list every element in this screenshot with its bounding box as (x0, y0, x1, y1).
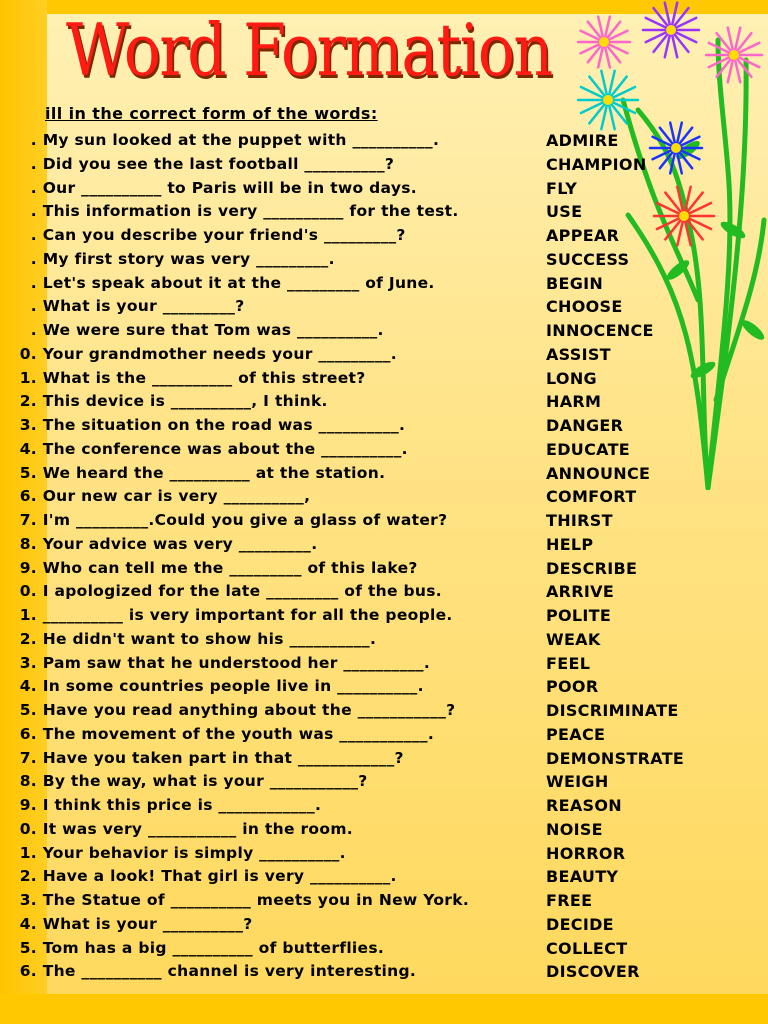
exercise-sentence (0, 675, 540, 699)
sentence-text: Did you see the last football __________? (42, 154, 395, 173)
base-word: THIRST (546, 511, 613, 530)
item-number: . (30, 297, 37, 316)
exercise-sentence (0, 723, 540, 747)
item-number: 7. (19, 511, 37, 529)
exercise-item (0, 818, 768, 842)
item-number: 4. (19, 439, 37, 458)
base-word: DISCRIMINATE (546, 701, 679, 720)
base-word: DESCRIBE (546, 558, 638, 578)
sentence-text: My sun looked at the puppet with __________. (42, 131, 440, 149)
exercise-item (0, 129, 768, 153)
exercise-item (0, 343, 768, 367)
sentence-text: I think this price is ____________. (42, 796, 322, 814)
sentence-text: He didn't want to show his __________. (42, 629, 377, 648)
sentence-text: I apologized for the late _________ of the bus. (42, 582, 442, 601)
base-word: USE (546, 202, 583, 222)
exercise-sentence (0, 865, 540, 889)
base-word: HARM (546, 392, 602, 412)
exercise-item (0, 177, 768, 201)
exercise-item (0, 960, 768, 984)
base-word: HORROR (546, 843, 626, 863)
sentence-text: It was very ___________ in the room. (42, 819, 353, 838)
base-word: ADMIRE (546, 131, 619, 150)
exercise-sentence (0, 177, 540, 201)
base-word: DANGER (546, 416, 624, 435)
sentence-text: Our new car is very __________, (42, 487, 311, 506)
sentence-text: Your grandmother needs your _________. (42, 344, 397, 363)
sentence-text: In some countries people live in __________. (42, 677, 424, 696)
exercise-item (0, 889, 768, 913)
item-number: 5. (19, 701, 37, 719)
sentence-text: The conference was about the __________. (42, 439, 408, 458)
exercise-item (0, 557, 768, 581)
item-number: . (30, 154, 37, 173)
base-word: BEGIN (546, 273, 604, 293)
exercise-item (0, 319, 768, 343)
base-word: WEIGH (546, 772, 609, 792)
exercise-item (0, 533, 768, 557)
exercise-item (0, 747, 768, 771)
item-number: 2. (19, 867, 37, 886)
exercise-sentence (0, 414, 540, 438)
item-number: 9. (19, 558, 37, 577)
instruction (45, 104, 425, 123)
exercise-sentence (0, 248, 540, 272)
item-number: 3. (19, 891, 37, 909)
flower-icon (578, 17, 630, 68)
base-word: DECIDE (546, 914, 614, 934)
base-word: COMFORT (546, 487, 637, 507)
exercise-sentence (0, 153, 540, 177)
item-number: 6. (19, 724, 37, 743)
sentence-text: Can you describe your friend's _________? (42, 226, 406, 244)
exercise-sentence (0, 343, 540, 367)
item-number: 8. (19, 534, 37, 553)
sentence-text: I'm _________.Could you give a glass of water? (42, 511, 448, 529)
base-word: FREE (546, 891, 593, 910)
base-word: FEEL (546, 653, 591, 673)
base-word: APPEAR (546, 226, 620, 245)
item-number: . (30, 273, 37, 292)
item-number: 5. (19, 938, 37, 957)
item-number: . (30, 202, 37, 221)
sentence-text: Have you read anything about the ___________? (42, 701, 456, 719)
sentence-text: The situation on the road was __________. (42, 416, 406, 434)
sentence-text: Your advice was very _________. (42, 534, 318, 553)
frame-bottom (0, 994, 768, 1024)
sentence-text: This device is __________, I think. (42, 392, 328, 411)
item-number: . (30, 249, 37, 268)
exercise-item (0, 295, 768, 319)
base-word: WEAK (546, 629, 601, 649)
base-word: INNOCENCE (546, 321, 654, 340)
exercise-item (0, 604, 768, 628)
flower-icon (643, 3, 699, 58)
exercise-sentence (0, 509, 540, 533)
exercise-sentence (0, 533, 540, 557)
item-number: . (30, 131, 37, 149)
exercise-sentence (0, 699, 540, 723)
exercise-item (0, 153, 768, 177)
item-number: 2. (19, 629, 37, 648)
exercise-item (0, 580, 768, 604)
exercise-item (0, 913, 768, 937)
base-word: DISCOVER (546, 962, 640, 982)
item-number: 7. (19, 748, 37, 767)
page-title: Word Formation (66, 8, 552, 92)
exercise-list (0, 129, 768, 984)
base-word: SUCCESS (546, 249, 630, 269)
exercise-item (0, 462, 768, 486)
base-word: POOR (546, 677, 599, 697)
exercise-item (0, 865, 768, 889)
item-number: 4. (19, 914, 37, 933)
sentence-text: Pam saw that he understood her __________. (42, 653, 431, 672)
sentence-text: Who can tell me the _________ of this lake? (42, 558, 418, 577)
exercise-sentence (0, 913, 540, 937)
exercise-sentence (0, 818, 540, 842)
sentence-text: This information is very __________ for the test. (42, 202, 459, 221)
item-number: 0. (19, 582, 37, 601)
exercise-sentence (0, 390, 540, 414)
base-word: CHAMPION (546, 154, 647, 174)
exercise-sentence (0, 937, 540, 961)
exercise-sentence (0, 319, 540, 343)
item-number: 6. (19, 487, 37, 506)
sentence-text: We were sure that Tom was __________. (42, 321, 384, 339)
exercise-sentence (0, 557, 540, 581)
sentence-text: Your behavior is simply __________. (42, 843, 346, 862)
sentence-text: Tom has a big __________ of butterflies. (42, 938, 385, 957)
item-number: 3. (19, 653, 37, 672)
item-number: . (30, 321, 37, 339)
base-word: ARRIVE (546, 582, 615, 602)
base-word: HELP (546, 534, 594, 554)
item-number: 9. (19, 796, 37, 814)
exercise-item (0, 794, 768, 818)
sentence-text: By the way, what is your ___________? (42, 772, 368, 791)
base-word: POLITE (546, 606, 612, 625)
exercise-item (0, 414, 768, 438)
base-word: ASSIST (546, 344, 611, 364)
base-word: NOISE (546, 819, 603, 839)
exercise-sentence (0, 960, 540, 984)
base-word: DEMONSTRATE (546, 748, 685, 768)
sentence-text: What is the __________ of this street? (42, 368, 366, 387)
item-number: 8. (19, 772, 37, 791)
exercise-item (0, 390, 768, 414)
exercise-item (0, 937, 768, 961)
exercise-sentence (0, 628, 540, 652)
exercise-item (0, 485, 768, 509)
exercise-item (0, 652, 768, 676)
exercise-sentence (0, 794, 540, 818)
exercise-item (0, 509, 768, 533)
exercise-item (0, 770, 768, 794)
instruction-text: ill in the correct form of the words: (45, 104, 378, 123)
item-number: 1. (19, 606, 37, 624)
exercise-sentence (0, 652, 540, 676)
base-word: PEACE (546, 724, 606, 744)
exercise-sentence (0, 272, 540, 296)
base-word: ANNOUNCE (546, 463, 651, 483)
item-number: 6. (19, 962, 37, 981)
sentence-text: __________ is very important for all the people. (42, 606, 453, 624)
item-number: 0. (19, 344, 37, 363)
exercise-item (0, 248, 768, 272)
base-word: CHOOSE (546, 297, 623, 317)
item-number: 5. (19, 463, 37, 482)
exercise-item (0, 675, 768, 699)
exercise-item (0, 699, 768, 723)
base-word: LONG (546, 368, 597, 388)
exercise-sentence (0, 842, 540, 866)
exercise-sentence (0, 889, 540, 913)
exercise-item (0, 842, 768, 866)
sentence-text: My first story was very _________. (42, 249, 335, 268)
exercise-sentence (0, 295, 540, 319)
exercise-item (0, 438, 768, 462)
exercise-sentence (0, 462, 540, 486)
sentence-text: The movement of the youth was ___________. (42, 724, 435, 743)
exercise-sentence (0, 367, 540, 391)
sentence-text: The Statue of __________ meets you in New York. (42, 891, 470, 909)
base-word: FLY (546, 178, 578, 198)
exercise-item (0, 272, 768, 296)
exercise-sentence (0, 604, 540, 628)
sentence-text: The __________ channel is very interesting. (42, 962, 417, 981)
exercise-item (0, 723, 768, 747)
exercise-item (0, 200, 768, 224)
item-number: . (30, 178, 37, 197)
sentence-text: What is your __________? (42, 914, 253, 933)
base-word: EDUCATE (546, 439, 631, 459)
exercise-sentence (0, 485, 540, 509)
base-word: COLLECT (546, 938, 628, 958)
exercise-sentence (0, 129, 540, 153)
exercise-item (0, 628, 768, 652)
item-number: 1. (19, 368, 37, 387)
item-number: 3. (19, 416, 37, 434)
item-number: 2. (19, 392, 37, 411)
item-number: 1. (19, 843, 37, 862)
base-word: BEAUTY (546, 867, 619, 887)
base-word: REASON (546, 796, 622, 815)
sentence-text: What is your _________? (42, 297, 245, 316)
item-number: 4. (19, 677, 37, 696)
exercise-sentence (0, 224, 540, 248)
exercise-sentence (0, 200, 540, 224)
item-number: . (30, 226, 37, 244)
sentence-text: Have a look! That girl is very __________. (42, 867, 397, 886)
flower-icon (706, 28, 762, 83)
sentence-text: Let's speak about it at the _________ of June. (42, 273, 435, 292)
exercise-sentence (0, 438, 540, 462)
exercise-item (0, 224, 768, 248)
exercise-sentence (0, 580, 540, 604)
item-number: 0. (19, 819, 37, 838)
exercise-sentence (0, 770, 540, 794)
exercise-sentence (0, 747, 540, 771)
exercise-item (0, 367, 768, 391)
sentence-text: Have you taken part in that ____________? (42, 748, 404, 767)
sentence-text: Our __________ to Paris will be in two days. (42, 178, 417, 197)
sentence-text: We heard the __________ at the station. (42, 463, 386, 482)
